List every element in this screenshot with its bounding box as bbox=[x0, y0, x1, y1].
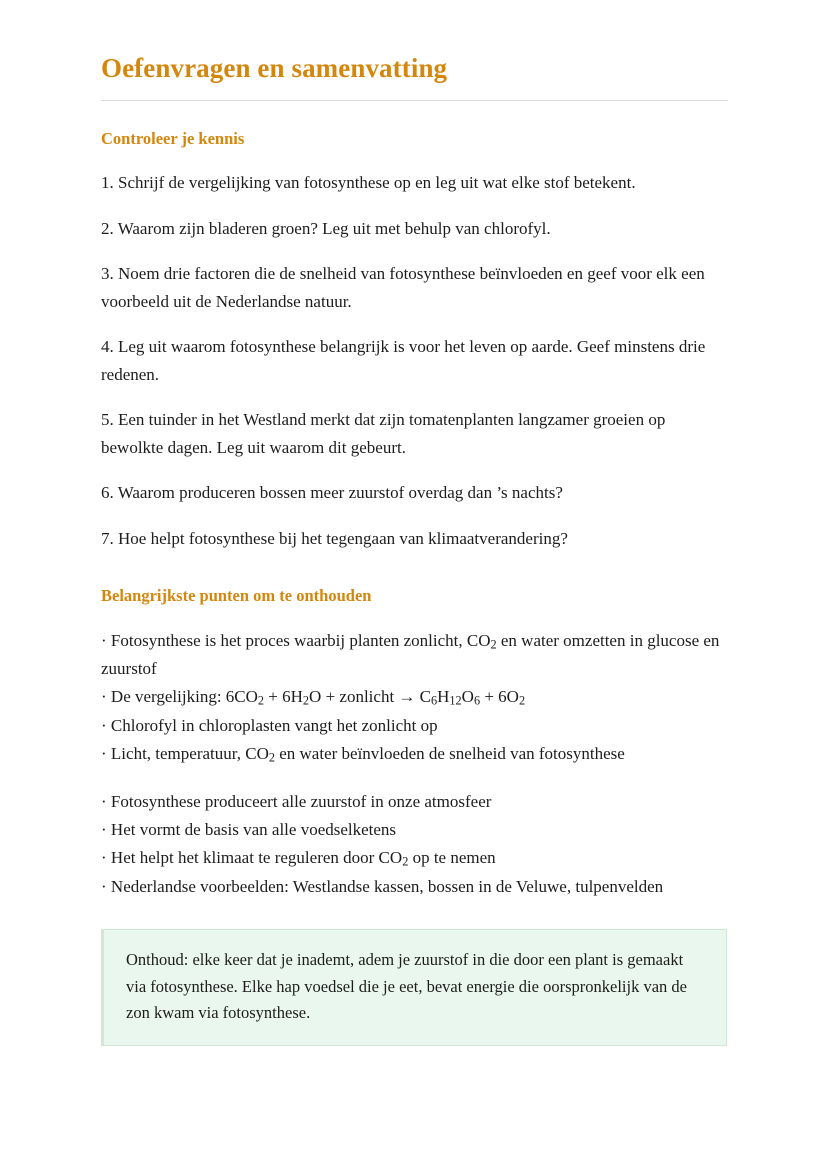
list-item: 3. Noem drie factoren die de snelheid van fotosynthese beïnvloeden en geef voor elk een voorbeeld uit de Nederlandse natuur. bbox=[101, 264, 705, 311]
summary-list-one bbox=[101, 627, 728, 768]
section-heading-questions: Controleer je kennis bbox=[101, 129, 245, 149]
list-item: 2. Waarom zijn bladeren groen? Leg uit met behulp van chlorofyl. bbox=[101, 218, 551, 238]
list-item: 6. Waarom produceren bossen meer zuurstof overdag dan ’s nachts? bbox=[101, 483, 563, 503]
list-item: · Fotosynthese is het proces waarbij planten zonlicht, $CO_2$ en water omzetten in glucose en zuurstof bbox=[101, 630, 720, 679]
list-item: 5. Een tuinder in het Westland merkt dat zijn tomatenplanten langzamer groeien op bewolkte dagen. Leg uit waarom dit gebeurt. bbox=[101, 410, 666, 457]
list-item: · Licht, temperatuur, $CO_2$ en water beïnvloeden de snelheid van fotosynthese bbox=[101, 743, 625, 765]
list-item: · Fotosynthese produceert alle zuurstof in onze atmosfeer bbox=[101, 792, 492, 812]
list-item: · Het vormt de basis van alle voedselketens bbox=[101, 820, 397, 840]
list-item: · Het helpt het klimaat te reguleren door $CO_2$ op te nemen bbox=[101, 848, 496, 870]
list-item: · De vergelijking: $6CO_2 + 6H_2O$ + zonlicht → $C_6H_{12}O_6 + 6O_2$ bbox=[101, 687, 526, 709]
summary-list-two bbox=[101, 788, 728, 901]
questions-list bbox=[101, 169, 728, 552]
list-item: · Nederlandse voorbeelden: Westlandse kassen, bossen in de Veluwe, tulpenvelden bbox=[101, 876, 664, 896]
list-item: 7. Hoe helpt fotosynthese bij het tegengaan van klimaatverandering? bbox=[101, 528, 568, 548]
title-divider bbox=[101, 100, 728, 101]
list-item: 4. Leg uit waarom fotosynthese belangrijk is voor het leven op aarde. Geef minstens drie redenen. bbox=[101, 337, 706, 384]
list-item: · Chlorofyl in chloroplasten vangt het zonlicht op bbox=[101, 715, 438, 735]
callout-box bbox=[101, 929, 727, 1046]
section-heading-summary: Belangrijkste punten om te onthouden bbox=[101, 586, 372, 606]
page-title: Oefenvragen en samenvatting bbox=[101, 53, 448, 83]
callout-text: Onthoud: elke keer dat je inademt, adem je zuurstof in die door een plant is gemaakt via fotosynthese. Elke hap voedsel die je eet, bevat energie die oorspronkelijk van de zon kwam via fotosynthese. bbox=[126, 949, 687, 1023]
list-item: 1. Schrijf de vergelijking van fotosynthese op en leg uit wat elke stof betekent. bbox=[101, 173, 636, 193]
